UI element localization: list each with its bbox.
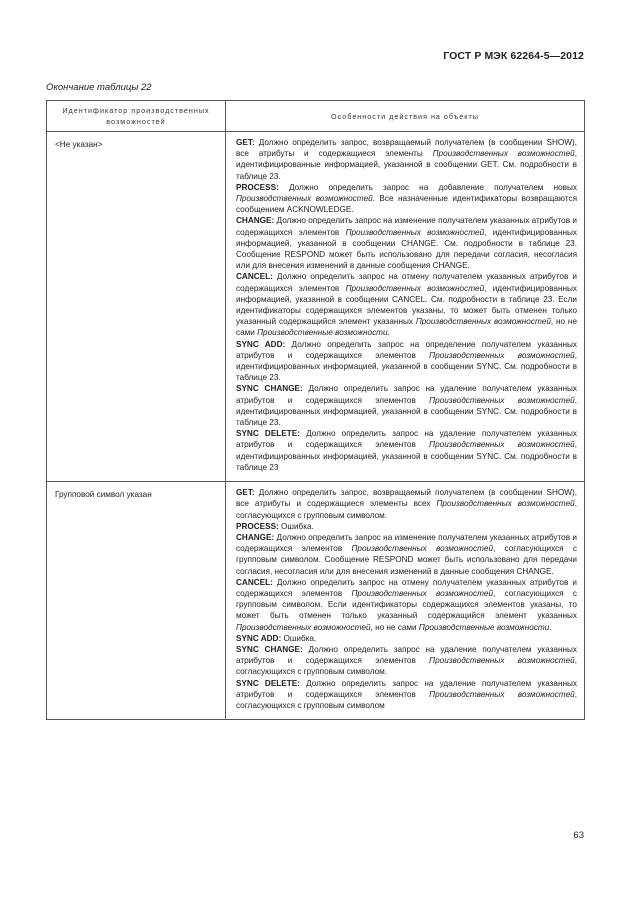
object-name-text: Производственных возможностей: [415, 317, 551, 327]
object-name-text: Производственных возможностей: [351, 588, 493, 598]
behavior-cell: [226, 482, 585, 720]
identifier-cell: Групповой символ указан: [47, 482, 226, 720]
verb-label: CANCEL:: [236, 272, 273, 282]
verb-label: SYNC ADD:: [236, 633, 282, 643]
object-name-text: Производственных возможностей: [429, 689, 575, 699]
verb-entry: [236, 532, 577, 577]
object-name-text: Производственных возможностей: [429, 656, 575, 666]
verb-label: PROCESS:: [236, 521, 279, 531]
description-text: Должно определить запрос на добавление получателем новых: [278, 182, 577, 192]
description-text: .: [387, 328, 390, 338]
verb-entry: [236, 521, 577, 532]
verb-label: SYNC CHANGE:: [236, 644, 303, 654]
verb-label: SYNC DELETE:: [236, 429, 300, 439]
description-text: Должно определить запрос, возвращаемый получателем (в сообщении SHOW), все атрибуты и содержащиеся элементы всех: [236, 488, 577, 509]
description-text: , идентифицированных информацией, указанной в сообщении SYNC. См. подробности в таблице 23.: [236, 395, 577, 428]
description-text: . Все назначенные идентификаторы возвращаются сообщением ACKNOWLEDGE.: [236, 194, 577, 215]
verb-entry: [236, 182, 577, 216]
object-name-text: Производственных возможностей: [345, 227, 485, 237]
description-text: , согласующихся с групповым символом.: [236, 656, 577, 677]
verb-entry: [236, 633, 577, 644]
verb-label: GET:: [236, 488, 255, 498]
object-name-text: Производственных возможностей: [429, 440, 575, 450]
description-text: , идентифицированных информацией, указанной в сообщении SYNC. См. подробности в таблице 23: [236, 440, 577, 472]
object-name-text: Производственных возможностей: [436, 499, 575, 509]
description-text: , идентифицированных информацией, указанной в сообщении CHANGE. См. подробности в таблице 23. Сообщение RESPOND может быть использовано для передачи согласия, несогласия или для внесения изменений в данные сообщения CHANGE.: [236, 227, 577, 271]
description-text: , согласующихся с групповым символом.: [236, 499, 577, 520]
column-header-identifier: Идентификатор производственных возможностей: [47, 101, 226, 132]
verb-entry: [236, 215, 577, 271]
description-text: , идентифицированных информацией, указанной в сообщении CANCEL. См. подробности в таблице 23. Если идентификаторы содержащихся элементов указаны, то может быть отменен только указанный содержащийся элемент указанных: [236, 283, 577, 327]
verb-entry: [236, 339, 577, 384]
table-header-row: [47, 101, 585, 132]
verb-behavior-table: [46, 100, 585, 720]
verb-entry: [236, 383, 577, 428]
description-text: Должно определить запрос на удаление получателем указанных атрибутов и содержащихся элементов: [236, 384, 577, 405]
description-text: Должно определить запрос на изменение получателем указанных атрибутов и содержащихся элементов: [236, 532, 577, 554]
table-row: [47, 482, 585, 720]
verb-label: GET:: [236, 138, 255, 147]
description-text: Должно определить запрос на определение получателем указанных атрибутов и содержащихся элементов: [236, 339, 577, 360]
document-standard-header: ГОСТ Р МЭК 62264-5—2012: [443, 50, 584, 62]
object-name-text: Производственных возможностей: [429, 395, 575, 405]
object-name-text: Производственных возможностей: [351, 544, 493, 554]
description-text: , идентифицированных информацией, указанной в сообщении SYNC. См. подробности в таблице 23.: [236, 350, 577, 383]
behavior-cell: [226, 132, 585, 482]
verb-entry: [236, 644, 577, 678]
verb-entry: [236, 428, 577, 473]
object-name-text: Производственных возможностей: [236, 622, 371, 632]
description-text: Должно определить запрос на отмену получателем указанных атрибутов и содержащихся элементов: [236, 577, 577, 598]
verb-entry: [236, 271, 577, 338]
description-text: .: [549, 622, 552, 632]
verb-label: CHANGE:: [236, 532, 275, 542]
object-name-text: Производственные возможности: [418, 622, 550, 632]
description-text: , согласующихся с групповым символом. Сообщение RESPOND может быть использовано для передачи согласия, несогласия или для внесения изменений в данные сообщения CHANGE.: [236, 544, 577, 576]
description-text: , идентифицированные информацией, указанной в сообщении GET. См. подробности в таблице 23.: [236, 149, 577, 181]
object-name-text: Производственных возможностей: [236, 194, 373, 204]
verb-entry: [236, 678, 577, 712]
description-text: , согласующихся с групповым символом: [236, 689, 577, 710]
description-text: Ошибка.: [278, 521, 314, 531]
object-name-text: Производственных возможностей: [345, 283, 485, 293]
description-text: Должно определить запрос на отмену получателем указанных атрибутов и содержащихся элементов: [236, 272, 577, 293]
description-text: , но не сами: [236, 317, 577, 338]
verb-label: CHANGE:: [236, 216, 275, 226]
table-row: [47, 132, 585, 482]
page-number: 63: [573, 830, 584, 841]
verb-label: SYNC DELETE:: [236, 678, 300, 688]
object-name-text: Производственных возможностей: [429, 350, 575, 360]
table-continuation-caption: Окончание таблицы 22: [46, 82, 152, 93]
verb-label: SYNC CHANGE:: [236, 384, 303, 394]
verb-label: PROCESS:: [236, 182, 279, 192]
description-text: Должно определить запрос, возвращаемый получателем (в сообщении SHOW), все атрибуты и содержащиеся элементы: [236, 138, 577, 159]
verb-entry: [236, 577, 577, 633]
description-text: Должно определить запрос на изменение получателем указанных атрибутов и содержащихся элементов: [236, 216, 577, 237]
verb-entry: [236, 137, 577, 182]
description-text: Ошибка.: [281, 633, 317, 643]
object-name-text: Производственных возможностей: [432, 149, 575, 159]
description-text: , согласующихся с групповым символом. Если идентификаторы содержащихся элементов указаны, то может быть отменен только указанный содержащийся элемент указанных: [236, 588, 577, 621]
verb-label: CANCEL:: [236, 577, 273, 587]
identifier-cell: <Не указан>: [47, 132, 226, 482]
object-name-text: Производственные возможности: [257, 328, 388, 338]
verb-label: SYNC ADD:: [236, 339, 286, 349]
column-header-behavior: Особенности действия на объекты: [226, 101, 585, 132]
verb-entry: [236, 487, 577, 521]
description-text: Должно определить запрос на удаление получателем указанных атрибутов и содержащихся элементов: [236, 644, 577, 666]
description-text: Должно определить запрос на удаление получателем указанных атрибутов и содержащихся элементов: [236, 678, 577, 699]
description-text: , но не сами: [370, 622, 419, 632]
description-text: Должно определить запрос на удаление получателем указанных атрибутов и содержащихся элементов: [236, 429, 577, 450]
